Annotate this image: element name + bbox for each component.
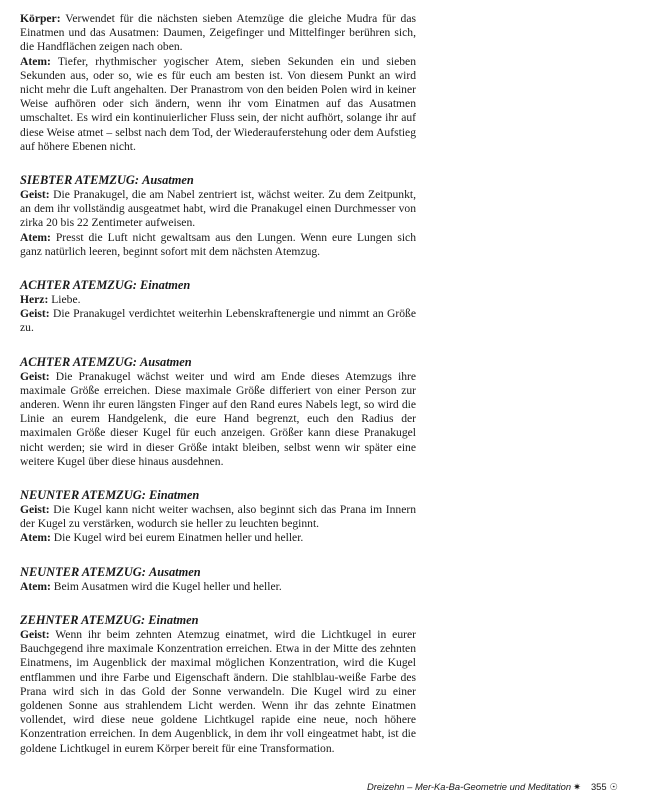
paragraph-label: Atem: <box>20 54 51 68</box>
section-6 <box>20 613 416 756</box>
section-3 <box>20 355 416 469</box>
paragraph-text: Die Pranakugel, die am Nabel zentriert ist, wächst weiter. Zu dem Zeitpunkt, an dem ihr vollständig ausgeatmet habt, wird die Pranakugel einen Durchmesser von zirka 20 bis 22 Zentimeter aufweisen. <box>20 188 416 230</box>
section-heading <box>20 278 416 293</box>
heading-subtitle: Einatmen <box>148 612 199 627</box>
paragraph <box>20 231 416 259</box>
page-footer <box>367 781 618 793</box>
section-0 <box>20 12 416 154</box>
paragraph <box>20 503 416 531</box>
section-4 <box>20 488 416 546</box>
paragraph-text: Liebe. <box>48 293 81 307</box>
heading-subtitle: Einatmen <box>148 488 200 503</box>
paragraph-text: Die Kugel kann nicht weiter wachsen, also beginnt sich das Prana im Innern der Kugel zu verstärken, wodurch sie heller zu leuchten beginnt. <box>20 503 416 531</box>
paragraph-text: Die Pranakugel verdichtet weiterhin Lebenskraftenergie und nimmt an Größe zu. <box>20 307 416 335</box>
paragraph-label: Geist: <box>20 188 50 202</box>
section-2 <box>20 278 416 336</box>
paragraph <box>20 55 416 154</box>
heading-subtitle: Ausatmen <box>142 173 194 188</box>
paragraph-label: Geist: <box>20 627 50 641</box>
heading-title: NEUNTER ATEMZUG: <box>20 488 146 503</box>
paragraph <box>20 628 416 756</box>
heading-subtitle: Einatmen <box>140 278 191 293</box>
section-heading <box>20 355 416 370</box>
section-heading <box>20 613 416 628</box>
paragraph <box>20 293 416 307</box>
paragraph <box>20 370 416 469</box>
paragraph-label: Geist: <box>20 307 50 321</box>
heading-subtitle: Ausatmen <box>140 354 192 369</box>
paragraph-text: Beim Ausatmen wird die Kugel heller und heller. <box>50 579 282 593</box>
paragraph-label: Atem: <box>20 230 51 244</box>
heading-title: ACHTER ATEMZUG: <box>20 354 137 369</box>
paragraph-label: Herz: <box>20 293 49 307</box>
page-number: 355 <box>590 781 607 792</box>
paragraph-label: Atem: <box>20 579 51 593</box>
heading-title: ACHTER ATEMZUG: <box>20 278 137 293</box>
star-icon: ✷ <box>573 781 581 792</box>
section-1 <box>20 173 416 259</box>
paragraph-text: Verwendet für die nächsten sieben Atemzüge die gleiche Mudra für das Einatmen und das Ausatmen: Daumen, Zeigefinger und Mittelfinger berühren sich, die Handflächen zeigen nach oben. <box>20 12 416 54</box>
heading-title: ZEHNTER ATEMZUG: <box>20 612 146 627</box>
paragraph-text: Die Pranakugel wächst weiter und wird am Ende dieses Atemzugs ihre maximale Größe erreichen. Diese maximale Größe differiert von einer Person zur anderen. Wenn ihr euren längsten Finger auf den Rand eures Nabels legt, so wird die Linie an eurem Handgelenk, die eure Hand begrenzt, euch den Radius der maximalen Größe dieser Kugel für euch anzeigen. Größer kann diese Pranakugel nicht werden; sie wird in dieser Größe intakt bleiben, selbst wenn wir später eine weitere Kugel über diese hinaus ausdehnen. <box>20 369 416 468</box>
sun-icon: ☉ <box>609 781 619 792</box>
paragraph <box>20 531 416 545</box>
section-heading <box>20 488 416 503</box>
section-heading <box>20 173 416 188</box>
paragraph-text: Presst die Luft nicht gewaltsam aus den Lungen. Wenn eure Lungen sich ganz natürlich leeren, beginnt sofort mit dem nächsten Atemzug. <box>20 230 416 258</box>
section-5 <box>20 565 416 594</box>
paragraph-label: Atem: <box>20 531 51 545</box>
paragraph-text: Tiefer, rhythmischer yogischer Atem, sieben Sekunden ein und sieben Sekunden aus, oder so, wie es für euch am besten ist. Von diesem Punkt an wird nicht mehr die Luft angehalten. Der Pranastrom von den beiden Polen wird in keiner Weise aufhören oder sich ändern, wenn ihr vom Einatmen auf das Ausatmen umschaltet. Es wird ein kontinuierlicher Fluss sein, der nicht aufhört, solange ihr auf diese Weise atmet – selbst nach dem Tod, der Wiederauferstehung oder dem Aufstieg auf höhere Ebenen nicht. <box>20 54 416 153</box>
paragraph <box>20 307 416 335</box>
paragraph-text: Die Kugel wird bei eurem Einatmen heller und heller. <box>50 531 304 545</box>
heading-title: NEUNTER ATEMZUG: <box>20 564 146 579</box>
heading-subtitle: Ausatmen <box>148 564 201 579</box>
section-heading <box>20 565 416 580</box>
page-body <box>20 12 416 775</box>
paragraph <box>20 188 416 231</box>
paragraph-label: Körper: <box>20 12 61 25</box>
paragraph <box>20 580 416 594</box>
paragraph-label: Geist: <box>20 369 50 383</box>
paragraph <box>20 12 416 55</box>
paragraph-label: Geist: <box>20 503 50 517</box>
footer-chapter-title: Dreizehn – Mer-Ka-Ba-Geometrie und Meditation <box>367 781 572 792</box>
paragraph-text: Wenn ihr beim zehnten Atemzug einatmet, wird die Lichtkugel in eurer Bauchgegend ihre maximale Konzentration erreichen. Etwa in der Mitte des zehnten Einatmens, im Augenblick der maximal möglichen Konzentration, wird die Kugel entflammen und ihre Farbe und Eigenschaft ändern. Die stahlblau-weiße Farbe des Prana wird sich in das Gold der Sonne verwandeln. Die Kugel wird zu einer goldenen Sonne aus strahlendem Licht werden. Wenn ihr das zehnte Einatmen vollendet, wird diese neue goldene Lichtkugel rapide eine neue, noch höhere Konzentration erreichen. In dem Augenblick, in dem ihr voll eingeatmet habt, ist die goldene Lichtkugel in eurem Körper bereit für eine Transformation. <box>20 627 416 755</box>
heading-title: SIEBTER ATEMZUG: <box>20 173 139 188</box>
